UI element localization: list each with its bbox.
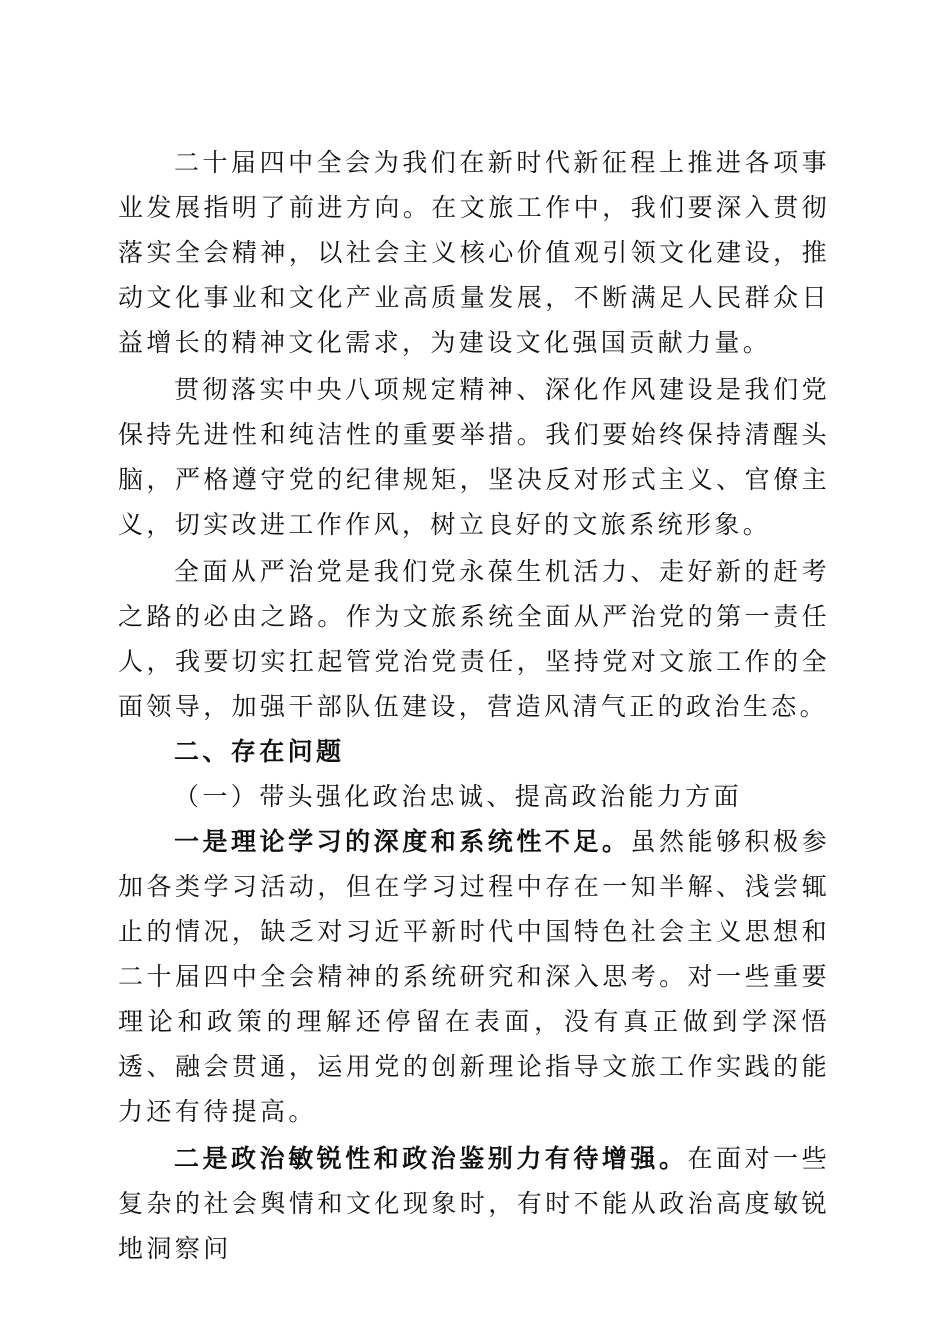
problem-point-2 (118, 1136, 830, 1271)
section-heading: 二、存在问题 (174, 737, 345, 766)
intro-paragraph-2: 贯彻落实中央八项规定精神、深化作风建设是我们党保持先进性和纯洁性的重要举措。我们要始终保持清醒头脑，严格遵守党的纪律规矩，坚决反对形式主义、官僚主义，切实改进工作作风，树立良好的文旅系统形象。 (118, 375, 830, 539)
problem-point-1 (118, 819, 830, 1134)
problem-point-1-lead: 一是理论学习的深度和系统性不足。 (174, 827, 631, 856)
problem-point-2-text: 在面对一些复杂的社会舆情和文化现象时，有时不能从政治高度敏锐地洞察问 (118, 1144, 830, 1263)
intro-paragraph-3: 全面从严治党是我们党永葆生机活力、走好新的赶考之路的必由之路。作为文旅系统全面从严治党的第一责任人，我要切实扛起管党治党责任，坚持党对文旅工作的全面领导，加强干部队伍建设，营造风清气正的政治生态。 (118, 557, 830, 721)
intro-paragraph-1: 二十届四中全会为我们在新时代新征程上推进各项事业发展指明了前进方向。在文旅工作中，我们要深入贯彻落实全会精神，以社会主义核心价值观引领文化建设，推动文化事业和文化产业高质量发展，不断满足人民群众日益增长的精神文化需求，为建设文化强国贡献力量。 (118, 148, 830, 357)
sub-heading: （一）带头强化政治忠诚、提高政治能力方面 (174, 782, 743, 811)
problem-point-2-lead: 二是政治敏锐性和政治鉴别力有待增强。 (174, 1144, 688, 1173)
document-body (118, 140, 830, 1271)
problem-point-1-text: 虽然能够积极参加各类学习活动，但在学习过程中存在一知半解、浅尝辄止的情况，缺乏对习近平新时代中国特色社会主义思想和二十届四中全会精神的系统研究和深入思考。对一些重要理论和政策的理解还停留在表面，没有真正做到学深悟透、融会贯通，运用党的创新理论指导文旅工作实践的能力还有待提高。 (118, 827, 830, 1126)
